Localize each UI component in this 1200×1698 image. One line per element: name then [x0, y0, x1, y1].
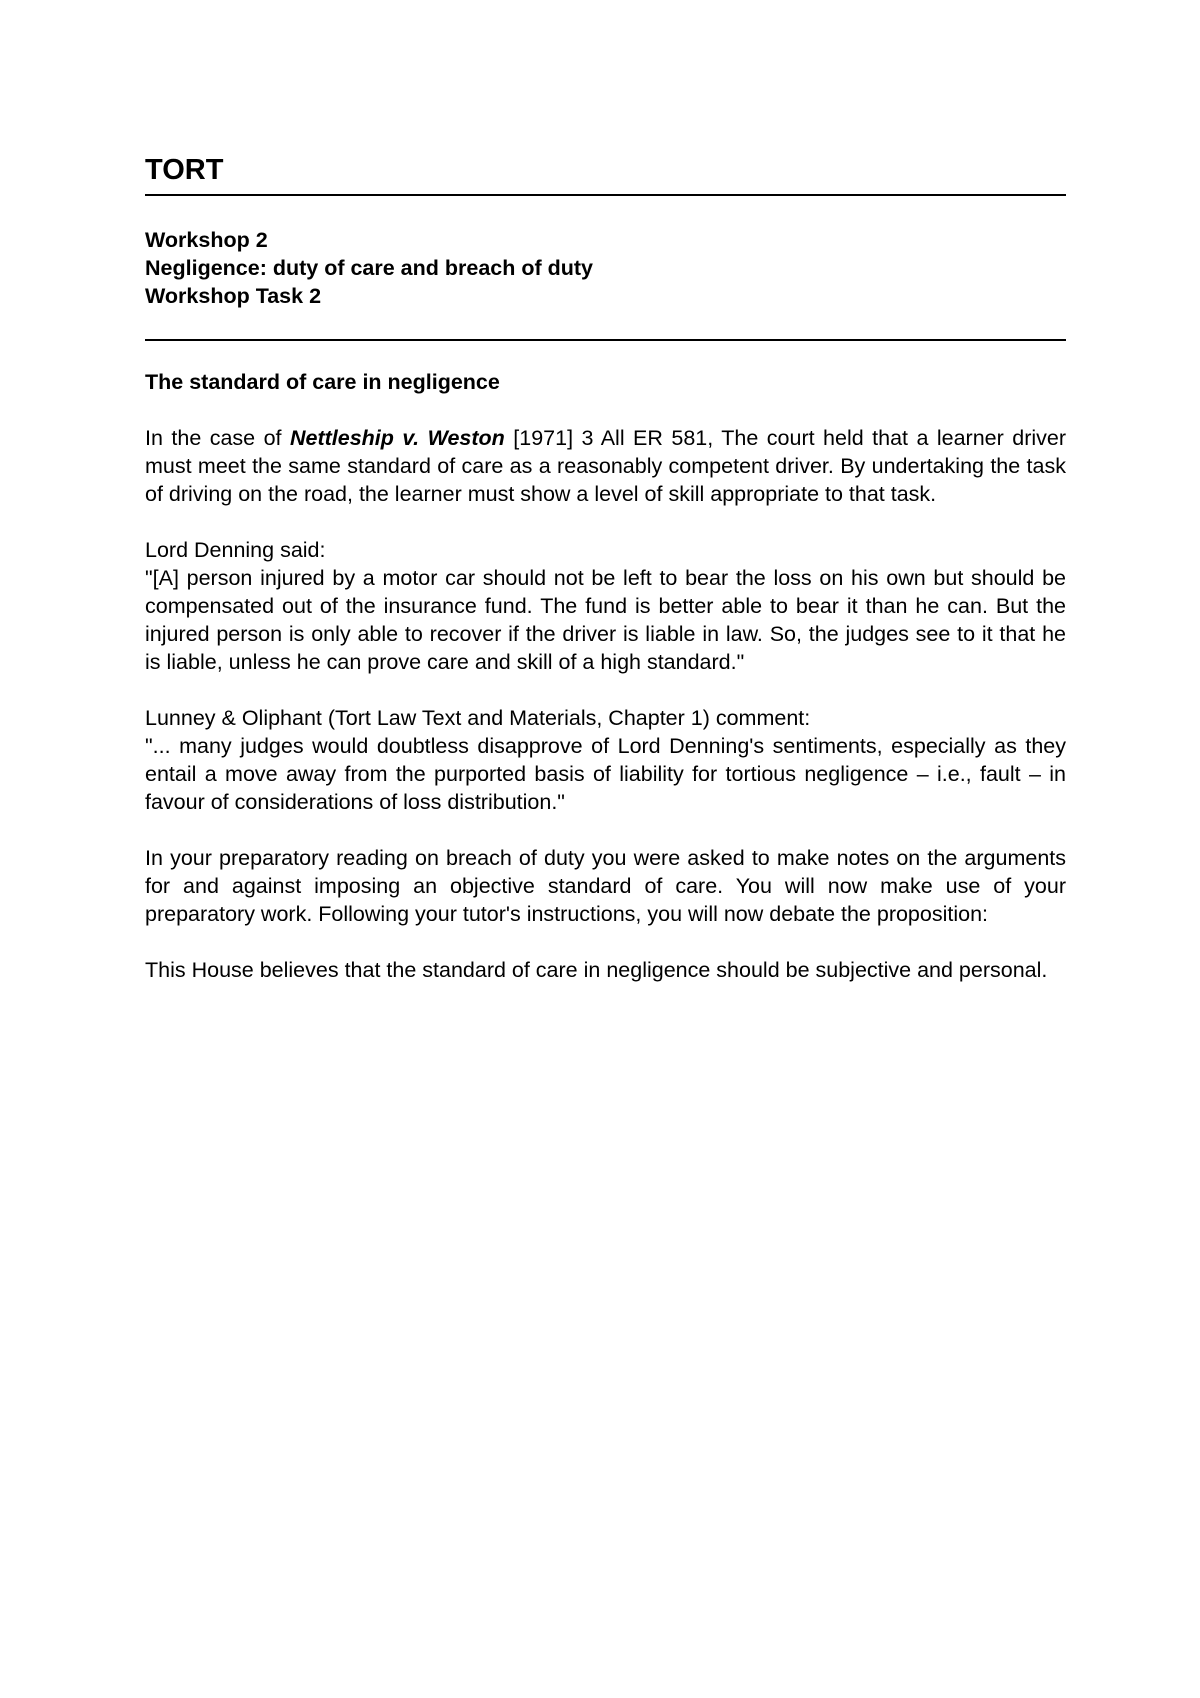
workshop-number: Workshop 2: [145, 228, 268, 252]
workshop-header: [145, 226, 1066, 310]
case-intro-text: In the case of: [145, 426, 290, 450]
workshop-task: Workshop Task 2: [145, 284, 322, 308]
section-title: The standard of care in negligence: [145, 370, 500, 394]
workshop-topic: Negligence: duty of care and breach of duty: [145, 256, 593, 280]
preparatory-paragraph: In your preparatory reading on breach of duty you were asked to make notes on the arguments for and against imposing an objective standard of care. You will now make use of your preparatory work. Following your tutor's instructions, you will now debate the proposition:: [145, 846, 1066, 926]
denning-quote: "[A] person injured by a motor car should not be left to bear the loss on his own but should be compensated out of the insurance fund. The fund is better able to bear it than he can. But the injured person is only able to recover if the driver is liable in law. So, the judges see to it that he is liable, unless he can prove care and skill of a high standard.": [145, 566, 1066, 674]
document-title: TORT: [145, 154, 224, 186]
document-content: [145, 150, 1066, 984]
proposition-paragraph: This House believes that the standard of care in negligence should be subjective and personal.: [145, 958, 1048, 982]
lunney-quote: "... many judges would doubtless disapprove of Lord Denning's sentiments, especially as they entail a move away from the purported basis of liability for tortious negligence – i.e., fault – in favour of considerations of loss distribution.": [145, 734, 1066, 814]
denning-intro: Lord Denning said:: [145, 538, 326, 562]
case-name: Nettleship v. Weston: [289, 426, 505, 450]
title-divider: [145, 194, 1066, 196]
lunney-intro: Lunney & Oliphant (Tort Law Text and Materials, Chapter 1) comment:: [145, 706, 811, 730]
header-divider: [145, 339, 1066, 341]
case-paragraph: [145, 424, 1066, 508]
case-body-text: [1971] 3 All ER 581, The court held that a learner driver must meet the same standard of care as a reasonably competent driver. By undertaking the task of driving on the road, the learner must show a level of skill appropriate to that task.: [145, 426, 1066, 506]
